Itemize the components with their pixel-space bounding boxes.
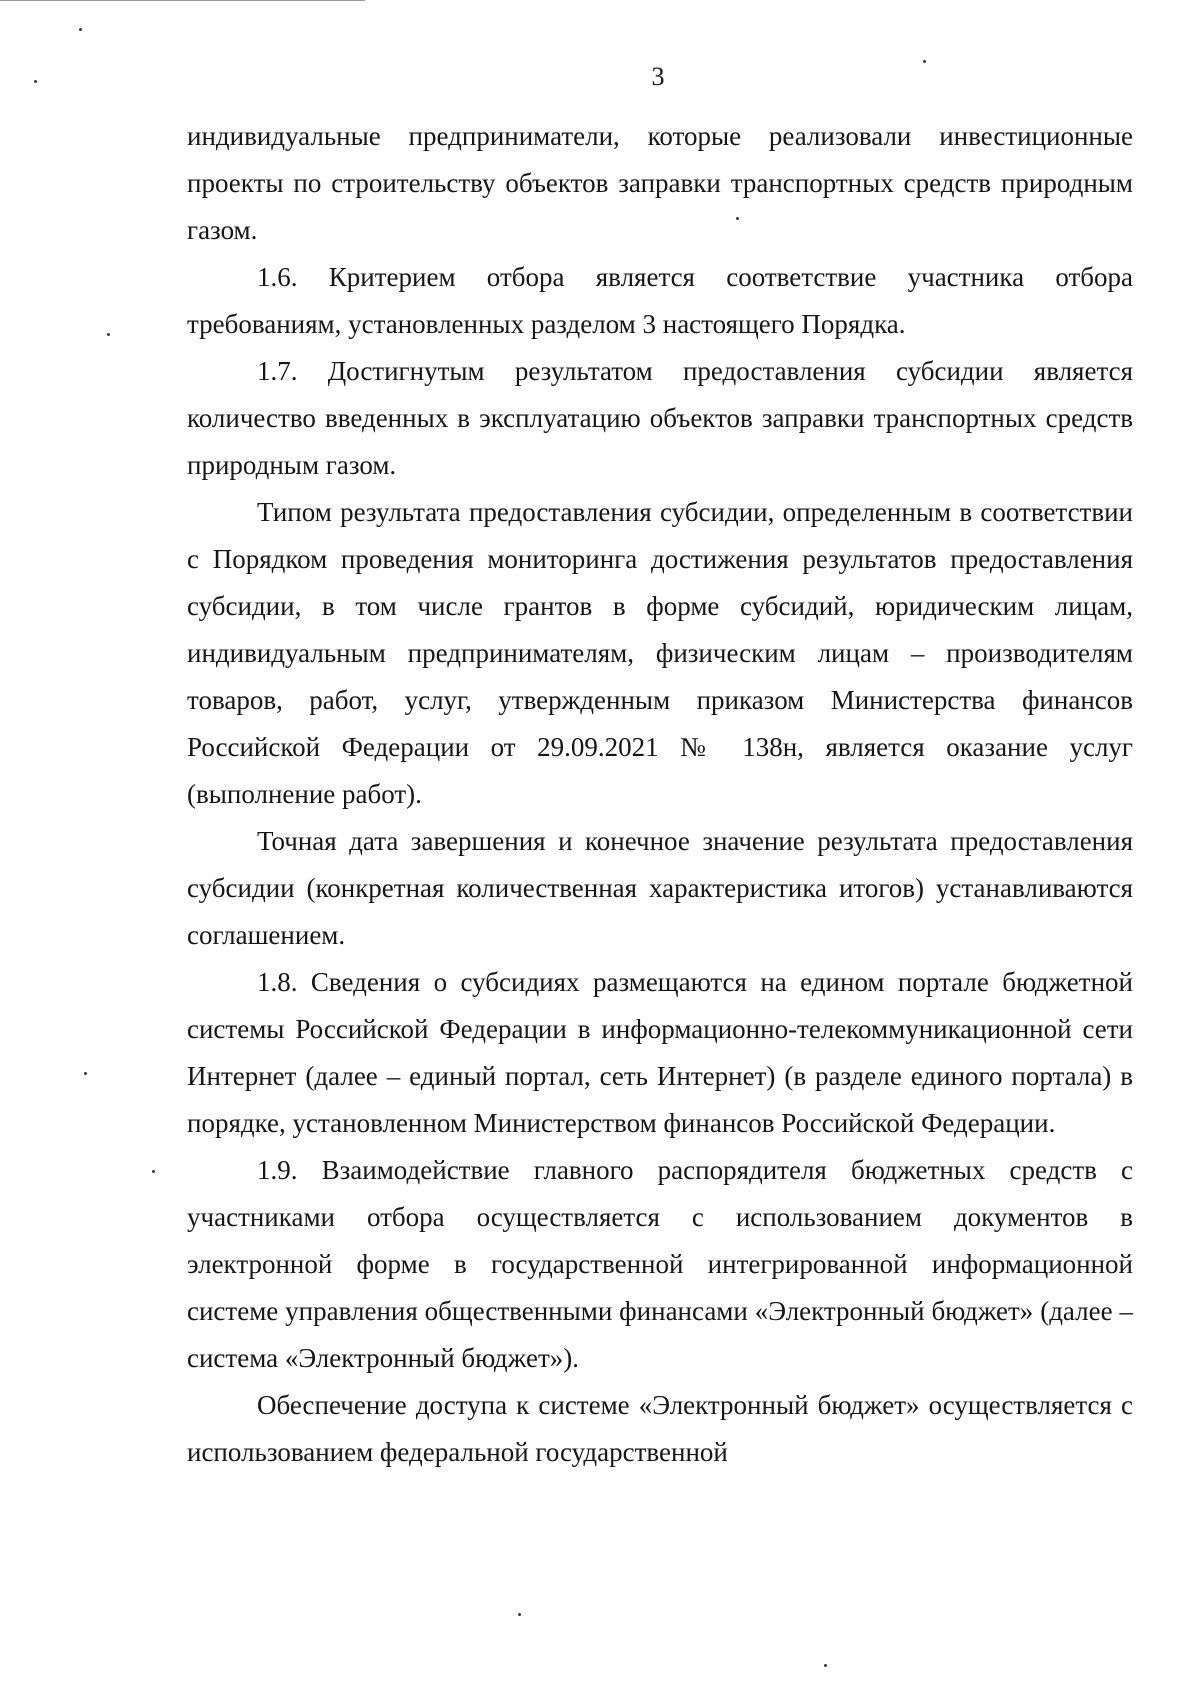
scan-speck: [152, 1170, 155, 1173]
paragraph-continuation: индивидуальные предприниматели, которые реализовали инвестиционные проекты по строительству объектов заправки транспортных средств природным газом.: [187, 121, 1133, 245]
scan-speck: [34, 80, 37, 83]
scan-speck: [79, 28, 82, 31]
scan-speck: [923, 60, 926, 63]
paragraph-1-8: 1.8. Сведения о субсидиях размещаются на едином портале бюджетной системы Российской Федерации в информационно-телекоммуникационной сети Интернет (далее – единый портал, сеть Интернет) (в разделе единого портала) в порядке, установленном Министерством финансов Российской Федерации.: [187, 967, 1133, 1138]
page-number: 3: [651, 62, 665, 91]
paragraph-1-6: 1.6. Критерием отбора является соответствие участника отбора требованиям, установленных разделом 3 настоящего Порядка.: [187, 262, 1133, 339]
scan-speck: [824, 1664, 827, 1667]
paragraph-completion-date: Точная дата завершения и конечное значение результата предоставления субсидии (конкретная количественная характеристика итогов) устанавливаются соглашением.: [187, 826, 1133, 950]
paragraph-1-9: 1.9. Взаимодействие главного распорядителя бюджетных средств с участниками отбора осуществляется с использованием документов в электронной форме в государственной интегрированной информационной системе управления общественными финансами «Электронный бюджет» (далее – система «Электронный бюджет»).: [187, 1155, 1133, 1373]
paragraph-1-7: 1.7. Достигнутым результатом предоставления субсидии является количество введенных в эксплуатацию объектов заправки транспортных средств природным газом.: [187, 356, 1133, 480]
scan-edge-line: [0, 0, 365, 1]
scan-speck: [107, 333, 110, 336]
scan-speck: [84, 1072, 87, 1075]
scan-speck: [518, 1613, 521, 1616]
paragraph-access: Обеспечение доступа к системе «Электронный бюджет» осуществляется с использованием федеральной государственной: [187, 1390, 1133, 1467]
document-body: [187, 113, 1133, 1476]
paragraph-result-type: Типом результата предоставления субсидии, определенным в соответствии с Порядком проведения мониторинга достижения результатов предоставления субсидии, в том числе грантов в форме субсидий, юридическим лицам, индивидуальным предпринимателям, физическим лицам – производителям товаров, работ, услуг, утвержденным приказом Министерства финансов Российской Федерации от 29.09.2021 № 138н, является оказание услуг (выполнение работ).: [187, 497, 1133, 809]
scan-speck: [736, 217, 739, 220]
